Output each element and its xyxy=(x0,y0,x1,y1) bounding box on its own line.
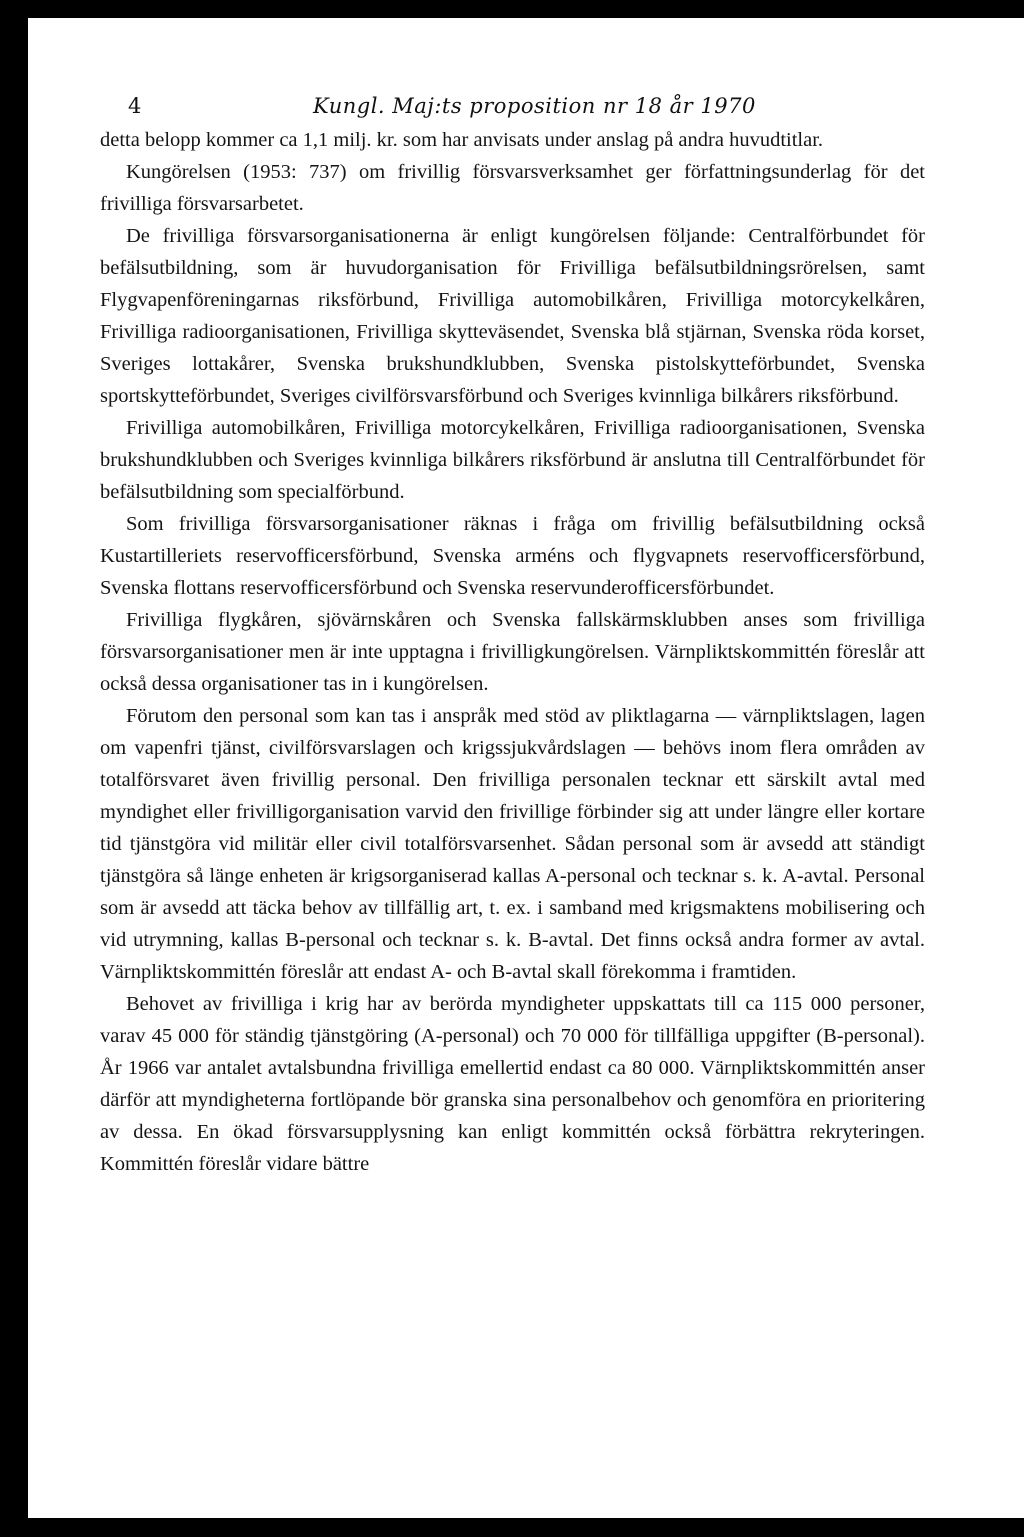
paragraph: Frivilliga flygkåren, sjövärnskåren och Svenska fallskärmsklubben anses som frivilliga försvarsorganisationer men är inte upptagna i frivilligkungörelsen. Värnpliktskommittén föreslår att också dessa organisationer tas in i kungörelsen. xyxy=(100,609,925,695)
paragraph: Förutom den personal som kan tas i anspråk med stöd av pliktlagarna — värnpliktslagen, lagen om vapenfri tjänst, civilförsvarslagen och krigssjukvårdslagen — behövs inom flera områden av totalförsvaret även frivillig personal. Den frivilliga personalen tecknar ett särskilt avtal med myndighet eller frivilligorganisation varvid den frivillige förbinder sig att under längre eller kortare tid tjänstgöra vid militär eller civil totalförsvarsenhet. Sådan personal som är avsedd att ständigt tjänstgöra så länge enheten är krigsorganiserad kallas A-personal och tecknar s. k. A-avtal. Personal som är avsedd att täcka behov av tillfällig art, t. ex. i samband med krigsmaktens mobilisering och vid utrymning, kallas B-personal och tecknar s. k. B-avtal. Det finns också andra former av avtal. Värnpliktskommittén föreslår att endast A- och B-avtal skall förekomma i framtiden. xyxy=(100,705,925,983)
paragraph: Behovet av frivilliga i krig har av berörda myndigheter uppskattats till ca 115 000 personer, varav 45 000 för ständig tjänstgöring (A-personal) och 70 000 för tillfälliga uppgifter (B-personal). År 1966 var antalet avtalsbundna frivilliga emellertid endast ca 80 000. Värnpliktskommittén anser därför att myndigheterna fortlöpande bör granska sina personalbehov och genomföra en prioritering av dessa. En ökad försvarsupplysning kan enligt kommittén också förbättra rekryteringen. Kommittén föreslår vidare bättre xyxy=(100,993,925,1175)
paragraph: Kungörelsen (1953: 737) om frivillig försvarsverksamhet ger författningsunderlag för det frivilliga försvarsarbetet. xyxy=(100,161,925,215)
body-text xyxy=(100,124,925,1180)
running-title: Kungl. Maj:ts proposition nr 18 år 1970 xyxy=(313,94,756,118)
paragraph: Som frivilliga försvarsorganisationer räknas i fråga om frivillig befälsutbildning också Kustartilleriets reservofficersförbund, Svenska arméns och flygvapnets reservofficersförbund, Svenska flottans reservofficersförbund och Svenska reservunderofficersförbundet. xyxy=(100,513,925,599)
paragraph: Frivilliga automobilkåren, Frivilliga motorcykelkåren, Frivilliga radioorganisationen, Svenska brukshundklubben och Sveriges kvinnliga bilkårers riksförbund är anslutna till Centralförbundet för befälsutbildning som specialförbund. xyxy=(100,417,925,503)
paragraph: detta belopp kommer ca 1,1 milj. kr. som har anvisats under anslag på andra huvudtitlar. xyxy=(100,129,824,151)
page-header xyxy=(128,94,888,124)
paragraph: De frivilliga försvarsorganisationerna är enligt kungörelsen följande: Centralförbundet för befälsutbildning, som är huvudorganisation för Frivilliga befälsutbildningsrörelsen, samt Flygvapenföreningarnas riksförbund, Frivilliga automobilkåren, Frivilliga motorcykelkåren, Frivilliga radioorganisationen, Frivilliga skytteväsendet, Svenska blå stjärnan, Svenska röda korset, Sveriges lottakårer, Svenska brukshundklubben, Svenska pistolskytteförbundet, Svenska sportskytteförbundet, Sveriges civilförsvarsförbund och Sveriges kvinnliga bilkårers riksförbund. xyxy=(100,225,925,407)
page-number: 4 xyxy=(128,94,142,118)
